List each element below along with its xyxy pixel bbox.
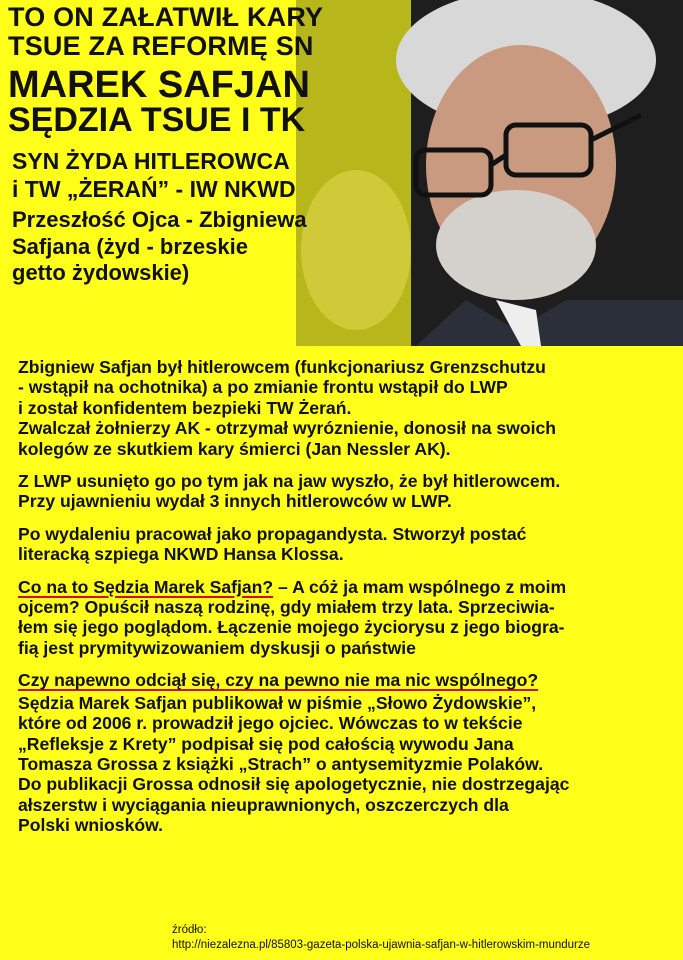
headline-name: MAREK SAFJAN	[8, 64, 310, 106]
article-body	[18, 357, 678, 848]
paragraph-5: Sędzia Marek Safjan publikował w piśmie „Słowo Żydowskie”, które od 2006 r. prowadził jego ojciec. Wówczas to w tekście „Refleksje z Krety” podpisał się pod całością wywodu Jana Tomasza Grossa z książki „Strach” o antysemityzmie Polaków. Do publikacji Grossa odnosił się apologetycznie, nie dostrzegając ałszerstw i wyciągania nieuprawnionych, oszczerczych dla Polski wniosków.	[18, 692, 570, 836]
question-2: Czy napewno odciął się, czy na pewno nie ma nic wspólnego?	[18, 670, 539, 691]
headline-line-1: TO ON ZAŁATWIŁ KARY	[8, 2, 324, 32]
paragraph-2: Z LWP usunięto go po tym jak na jaw wyszło, że był hitlerowcem. Przy ujawnieniu wydał 3 innych hitlerowców w LWP.	[18, 471, 561, 512]
headline-sub-4: Safjana (żyd - brzeskie	[12, 233, 248, 259]
question-1: Co na to Sędzia Marek Safjan?	[18, 576, 274, 597]
headline-line-2: TSUE ZA REFORMĘ SN	[8, 31, 314, 61]
headline-sub-1: SYN ŻYDA HITLEROWCA	[12, 148, 290, 175]
source-label: źródło:	[172, 924, 207, 936]
source-link[interactable]: http://niezalezna.pl/85803-gazeta-polska-ujawnia-safjan-w-hitlerowskim-mundurze	[172, 939, 591, 951]
headline-sub-3: Przeszłość Ojca - Zbigniewa	[12, 207, 307, 233]
paragraph-4	[18, 577, 678, 659]
paragraph-1: Zbigniew Safjan był hitlerowcem (funkcjonariusz Grenzschutzu - wstąpił na ochotnika) a po zmianie frontu wstąpił do LWP i został konfidentem bezpieki TW Żerań. Zwalczał żołnierzy AK - otrzymał wyróznienie, donosił na swoich kolegów ze skutkiem kary śmierci (Jan Nessler AK).	[18, 357, 557, 459]
headline-sub-5: getto żydowskie)	[12, 260, 190, 286]
headline-role: SĘDZIA TSUE I TK	[8, 101, 306, 139]
paragraph-3: Po wydaleniu pracował jako propagandysta. Stworzył postać literacką szpiega NKWD Hansa Klossa.	[18, 523, 527, 565]
headline	[8, 4, 408, 287]
headline-sub-2: i TW „ŻERAŃ” - IW NKWD	[12, 176, 296, 203]
question-2-line	[18, 670, 678, 690]
paragraph-4-text: – A cóż ja mam wspólnego z moim ojcem? Opuścił naszą rodzinę, gdy miałem trzy lata. Sprzeciwia- łem się jego poglądom. Łączenie mojego życiorysu z jego biogra- fią jest prymitywizowaniem dyskusji o państwie	[18, 576, 567, 658]
